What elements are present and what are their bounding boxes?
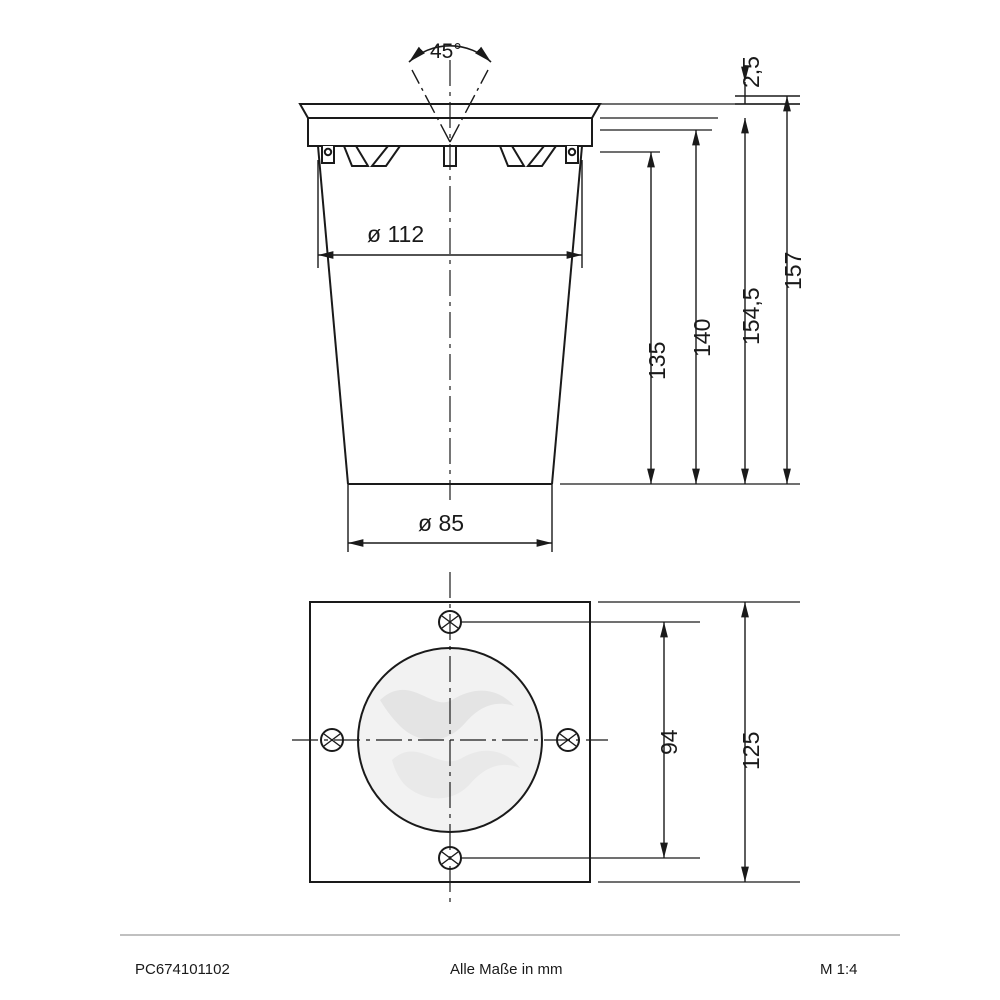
footer-scale: M 1:4 bbox=[820, 961, 858, 978]
label-depth-154-5: 154,5 bbox=[738, 287, 764, 345]
label-hole-spacing-94: 94 bbox=[656, 729, 682, 755]
label-top-thickness: 2,5 bbox=[738, 56, 764, 88]
label-depth-135: 135 bbox=[644, 341, 670, 380]
label-outer-diameter: ø 112 bbox=[367, 221, 425, 247]
label-plate-width-125: 125 bbox=[738, 731, 764, 770]
footer-units-note: Alle Maße in mm bbox=[450, 961, 563, 978]
label-bottom-diameter: ø 85 bbox=[418, 510, 465, 536]
dim-vertical-group bbox=[651, 82, 800, 484]
label-depth-157: 157 bbox=[780, 251, 806, 290]
label-angle-45: 45° bbox=[430, 40, 462, 63]
footer-part-number: PC674101102 bbox=[135, 961, 230, 978]
label-depth-140: 140 bbox=[689, 318, 715, 357]
